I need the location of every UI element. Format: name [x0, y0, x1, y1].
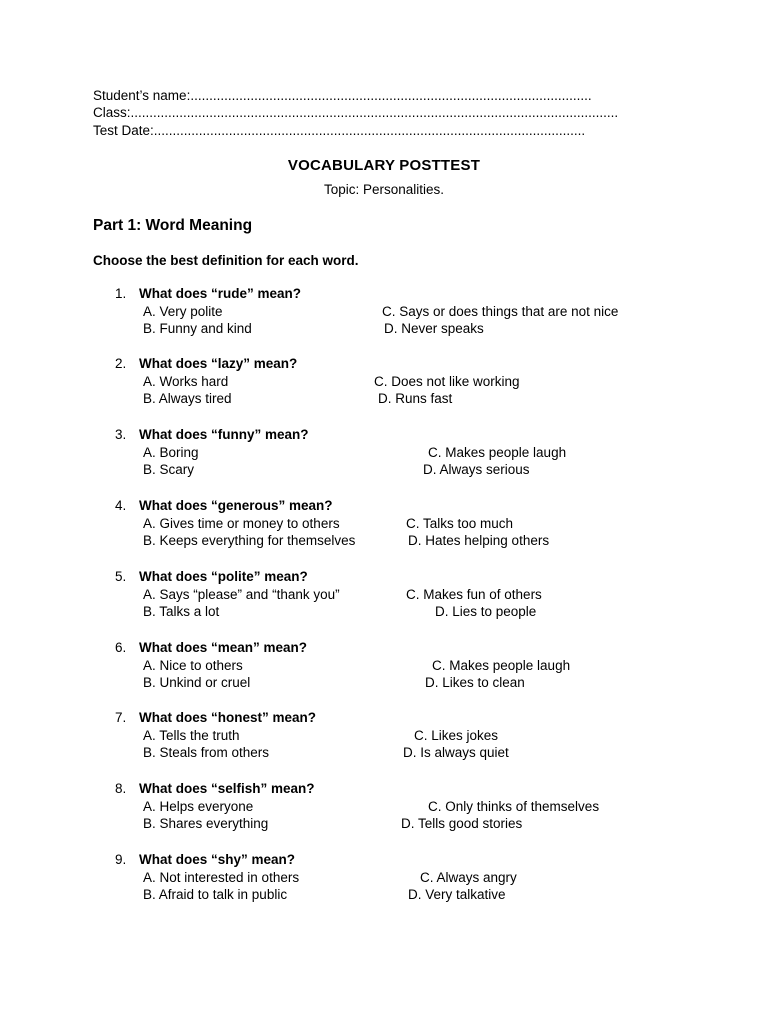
option-a: A. Boring: [143, 445, 199, 460]
question-item: [0, 568, 768, 628]
question-item: [0, 780, 768, 840]
question-text: What does “funny” mean?: [139, 427, 309, 442]
question-item: [0, 851, 768, 911]
option-d: D. Tells good stories: [401, 816, 523, 831]
option-a: A. Works hard: [143, 374, 229, 389]
option-a: A. Not interested in others: [143, 870, 300, 885]
option-b: B. Talks a lot: [143, 604, 220, 619]
question-number: 1.: [115, 286, 127, 301]
option-c: C. Likes jokes: [414, 728, 499, 743]
option-d: D. Likes to clean: [425, 675, 525, 690]
question-number: 6.: [115, 640, 127, 655]
option-d: D. Never speaks: [384, 321, 484, 336]
question-number: 8.: [115, 781, 127, 796]
question-number: 3.: [115, 427, 127, 442]
option-b: B. Keeps everything for themselves: [143, 533, 356, 548]
question-item: [0, 497, 768, 557]
option-c: C. Makes people laugh: [432, 658, 571, 673]
option-c: C. Only thinks of themselves: [428, 799, 600, 814]
option-a: A. Nice to others: [143, 658, 243, 673]
option-d: D. Always serious: [423, 462, 530, 477]
instruction-text: Choose the best definition for each word.: [93, 253, 359, 268]
question-number: 5.: [115, 569, 127, 584]
option-a: A. Gives time or money to others: [143, 516, 340, 531]
option-d: D. Is always quiet: [403, 745, 509, 760]
option-a: A. Says “please” and “thank you”: [143, 587, 340, 602]
option-b: B. Shares everything: [143, 816, 269, 831]
option-b: B. Steals from others: [143, 745, 270, 760]
option-c: C. Says or does things that are not nice: [382, 304, 619, 319]
option-d: D. Lies to people: [435, 604, 537, 619]
option-a: A. Tells the truth: [143, 728, 240, 743]
option-b: B. Afraid to talk in public: [143, 887, 288, 902]
question-number: 2.: [115, 356, 127, 371]
option-c: C. Makes people laugh: [428, 445, 567, 460]
question-text: What does “honest” mean?: [139, 710, 317, 725]
option-c: C. Always angry: [420, 870, 517, 885]
option-d: D. Very talkative: [408, 887, 506, 902]
question-item: [0, 355, 768, 415]
question-item: [0, 426, 768, 486]
option-b: B. Scary: [143, 462, 195, 477]
question-number: 7.: [115, 710, 127, 725]
question-text: What does “mean” mean?: [139, 640, 308, 655]
option-a: A. Helps everyone: [143, 799, 254, 814]
question-item: [0, 639, 768, 699]
page-title: VOCABULARY POSTTEST: [287, 157, 481, 174]
question-text: What does “generous” mean?: [139, 498, 333, 513]
option-b: B. Always tired: [143, 391, 232, 406]
topic-subtitle: Topic: Personalities.: [323, 182, 445, 197]
option-d: D. Hates helping others: [408, 533, 550, 548]
question-text: What does “shy” mean?: [139, 852, 296, 867]
question-text: What does “lazy” mean?: [139, 356, 298, 371]
question-text: What does “rude” mean?: [139, 286, 302, 301]
class-field: Class:..................................................................................................................................: [93, 105, 619, 120]
option-c: C. Does not like working: [374, 374, 520, 389]
question-number: 4.: [115, 498, 127, 513]
option-d: D. Runs fast: [378, 391, 453, 406]
option-c: C. Talks too much: [406, 516, 514, 531]
question-text: What does “polite” mean?: [139, 569, 308, 584]
student-name-field: Student’s name:...........................................................................................................: [93, 88, 592, 103]
question-item: [0, 709, 768, 769]
question-text: What does “selfish” mean?: [139, 781, 315, 796]
option-b: B. Funny and kind: [143, 321, 252, 336]
part-heading: Part 1: Word Meaning: [93, 217, 253, 234]
test-date-field: Test Date:...................................................................................................................: [93, 123, 586, 138]
question-item: [0, 285, 768, 345]
question-number: 9.: [115, 852, 127, 867]
option-c: C. Makes fun of others: [406, 587, 542, 602]
option-b: B. Unkind or cruel: [143, 675, 251, 690]
option-a: A. Very polite: [143, 304, 223, 319]
